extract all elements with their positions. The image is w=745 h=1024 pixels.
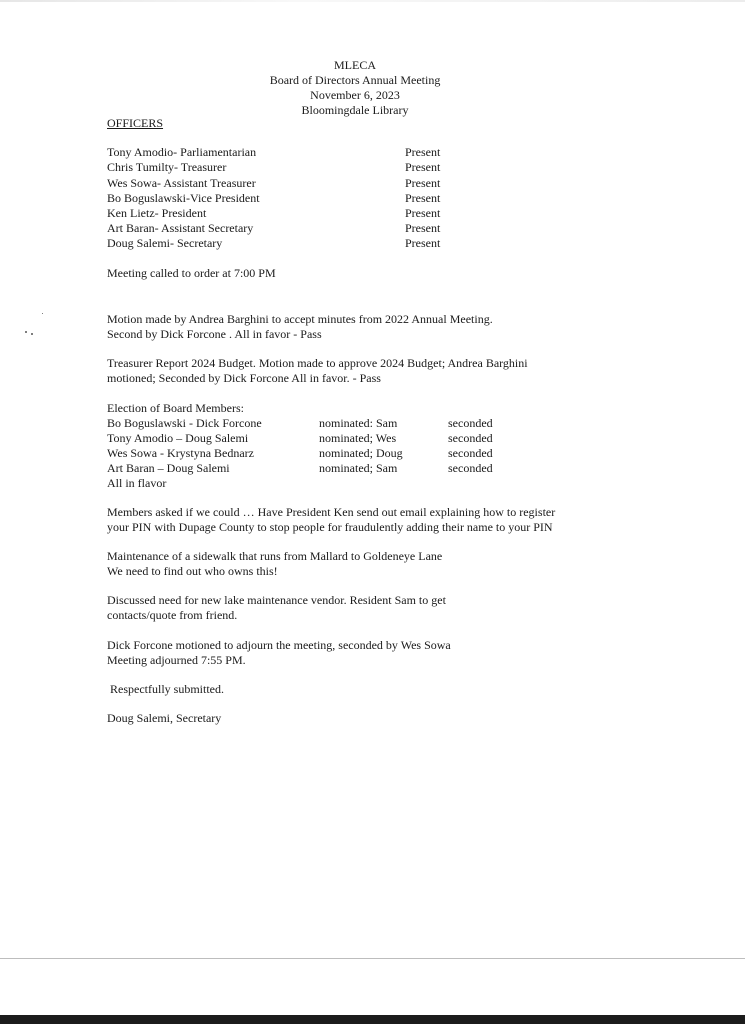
election-nominated: nominated: Sam bbox=[319, 416, 398, 430]
treasurer-report-line: motioned; Seconded by Dick Forcone All in favor. - Pass bbox=[107, 371, 381, 385]
officer-status: Present bbox=[405, 176, 441, 190]
lake-vendor-line: contacts/quote from friend. bbox=[107, 608, 238, 622]
document-header bbox=[230, 58, 480, 118]
call-to-order: Meeting called to order at 7:00 PM bbox=[107, 266, 276, 280]
officer-status: Present bbox=[405, 221, 441, 235]
meeting-title: Board of Directors Annual Meeting bbox=[269, 73, 441, 87]
election-candidate: Art Baran – Doug Salemi bbox=[107, 461, 230, 475]
officer-name: Bo Boguslawski-Vice President bbox=[107, 191, 260, 205]
election-candidate: Wes Sowa - Krystyna Bednarz bbox=[107, 446, 254, 460]
meeting-location: Bloomingdale Library bbox=[301, 103, 409, 117]
scan-edge-top bbox=[0, 0, 745, 2]
minutes-motion-line: Motion made by Andrea Barghini to accept minutes from 2022 Annual Meeting. bbox=[107, 312, 493, 326]
officer-name: Doug Salemi- Secretary bbox=[107, 236, 223, 250]
election-nominated: nominated; Doug bbox=[319, 446, 403, 460]
officer-status: Present bbox=[405, 191, 441, 205]
sidewalk-line: Maintenance of a sidewalk that runs from Mallard to Goldeneye Lane bbox=[107, 549, 443, 563]
scan-edge-band bbox=[0, 1015, 745, 1024]
election-footer: All in flavor bbox=[107, 476, 167, 490]
scan-speck bbox=[25, 331, 27, 333]
minutes-motion-line: Second by Dick Forcone . All in favor - Pass bbox=[107, 327, 322, 341]
officer-status: Present bbox=[405, 236, 441, 250]
officer-name: Chris Tumilty- Treasurer bbox=[107, 160, 227, 174]
officer-name: Art Baran- Assistant Secretary bbox=[107, 221, 254, 235]
officer-status: Present bbox=[405, 160, 441, 174]
scan-speck bbox=[42, 313, 43, 314]
treasurer-report-line: Treasurer Report 2024 Budget. Motion made to approve 2024 Budget; Andrea Barghini bbox=[107, 356, 528, 370]
election-seconded: seconded bbox=[448, 461, 493, 475]
officer-status: Present bbox=[405, 206, 441, 220]
members-asked-line: your PIN with Dupage County to stop people for fraudulently adding their name to your PIN bbox=[107, 520, 553, 534]
officers-heading: OFFICERS bbox=[107, 116, 164, 130]
scan-speck bbox=[31, 333, 33, 335]
officer-status: Present bbox=[405, 145, 441, 159]
sidewalk-line: We need to find out who owns this! bbox=[107, 564, 278, 578]
election-nominated: nominated; Sam bbox=[319, 461, 398, 475]
adjourn-line: Meeting adjourned 7:55 PM. bbox=[107, 653, 246, 667]
members-asked-line: Members asked if we could … Have President Ken send out email explaining how to register bbox=[107, 505, 556, 519]
election-heading: Election of Board Members: bbox=[107, 401, 244, 415]
scan-edge-line bbox=[0, 958, 745, 959]
election-seconded: seconded bbox=[448, 446, 493, 460]
lake-vendor-line: Discussed need for new lake maintenance vendor. Resident Sam to get bbox=[107, 593, 446, 607]
meeting-date: November 6, 2023 bbox=[310, 88, 400, 102]
election-nominated: nominated; Wes bbox=[319, 431, 397, 445]
signature-line: Doug Salemi, Secretary bbox=[107, 711, 222, 725]
election-seconded: seconded bbox=[448, 416, 493, 430]
election-candidate: Tony Amodio – Doug Salemi bbox=[107, 431, 249, 445]
election-candidate: Bo Boguslawski - Dick Forcone bbox=[107, 416, 262, 430]
officer-name: Ken Lietz- President bbox=[107, 206, 207, 220]
respectfully-submitted: Respectfully submitted. bbox=[107, 682, 224, 696]
adjourn-line: Dick Forcone motioned to adjourn the meeting, seconded by Wes Sowa bbox=[107, 638, 451, 652]
org-name: MLECA bbox=[334, 58, 376, 72]
election-seconded: seconded bbox=[448, 431, 493, 445]
officer-name: Tony Amodio- Parliamentarian bbox=[107, 145, 257, 159]
officer-name: Wes Sowa- Assistant Treasurer bbox=[107, 176, 256, 190]
